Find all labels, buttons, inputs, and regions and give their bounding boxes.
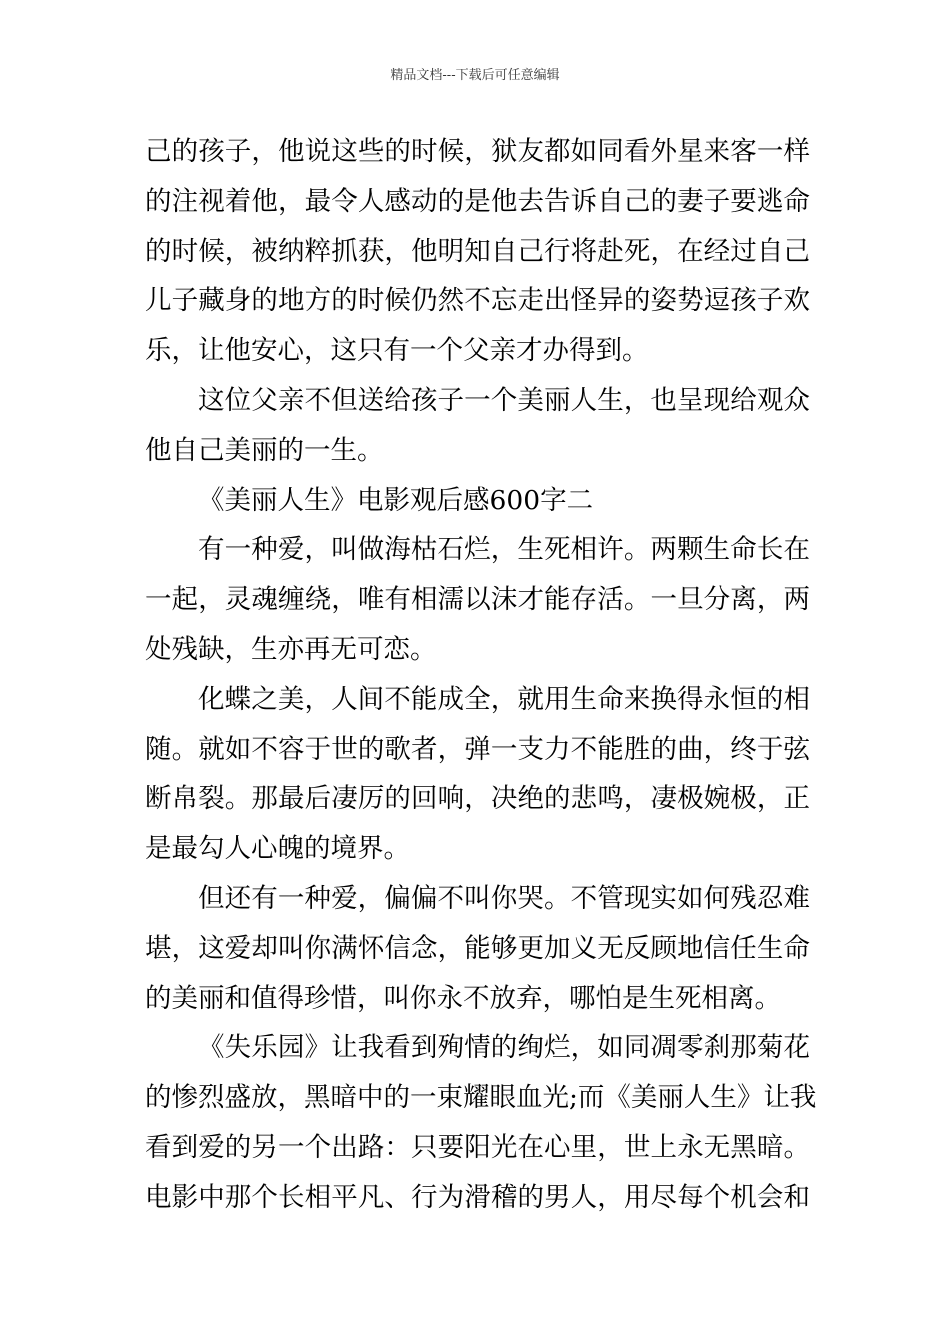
text-line: 一起，灵魂缠绕，唯有相濡以沫才能存活。一旦分离，两 — [145, 584, 810, 616]
text-line: 堪，这爱却叫你满怀信念，能够更加义无反顾地信任生命 — [145, 932, 810, 964]
text-line: 随。就如不容于世的歌者，弹一支力不能胜的曲，终于弦 — [145, 733, 810, 765]
text-line: 这位父亲不但送给孩子一个美丽人生，也呈现给观众 — [198, 384, 810, 416]
paragraph — [145, 874, 810, 1023]
paragraph — [145, 1023, 817, 1222]
text-line: 的美丽和值得珍惜，叫你永不放弃，哪怕是生死相离。 — [145, 982, 781, 1014]
text-line: 儿子藏身的地方的时候仍然不忘走出怪异的姿势逗孩子欢 — [145, 285, 810, 317]
text-line: 乐，让他安心，这只有一个父亲才办得到。 — [145, 335, 649, 367]
text-line: 他自己美丽的一生。 — [145, 434, 384, 466]
text-line: 的注视着他，最令人感动的是他去告诉自己的妻子要逃命 — [145, 185, 810, 217]
text-line: 己的孩子，他说这些的时候，狱友都如同看外星来客一样 — [145, 136, 810, 167]
text-line: 看到爱的另一个出路：只要阳光在心里，世上永无黑暗。 — [145, 1131, 810, 1163]
paragraph — [145, 127, 810, 376]
document-body — [145, 127, 817, 1223]
text-line: 断帛裂。那最后凄厉的回响，决绝的悲鸣，凄极婉极，正 — [145, 783, 810, 815]
text-line: 电影中那个长相平凡、行为滑稽的男人，用尽每个机会和 — [145, 1181, 810, 1213]
text-line: 的时候，被纳粹抓获，他明知自己行将赴死，在经过自己 — [145, 235, 810, 267]
section-heading-paragraph — [145, 476, 810, 526]
text-line: 的惨烈盛放，黑暗中的一束耀眼血光;而《美丽人生》让我 — [145, 1082, 817, 1114]
text-line: 有一种爱，叫做海枯石烂，生死相许。两颗生命长在 — [198, 534, 810, 566]
paragraph — [145, 525, 810, 674]
text-line: 是最勾人心魄的境界。 — [145, 833, 410, 865]
paragraph — [145, 675, 810, 874]
text-line: 《失乐园》让我看到殉情的绚烂，如同凋零刹那菊花 — [198, 1032, 810, 1064]
paragraph — [145, 376, 810, 476]
text-line: 处残缺，生亦再无可恋。 — [145, 633, 437, 665]
page-header: 精品文档---下载后可任意编辑 — [390, 68, 560, 83]
text-line: 但还有一种爱，偏偏不叫你哭。不管现实如何残忍难 — [198, 882, 810, 914]
text-line: 化蝶之美，人间不能成全，就用生命来换得永恒的相 — [198, 683, 810, 715]
section-heading: 《美丽人生》电影观后感600字二 — [198, 484, 594, 516]
